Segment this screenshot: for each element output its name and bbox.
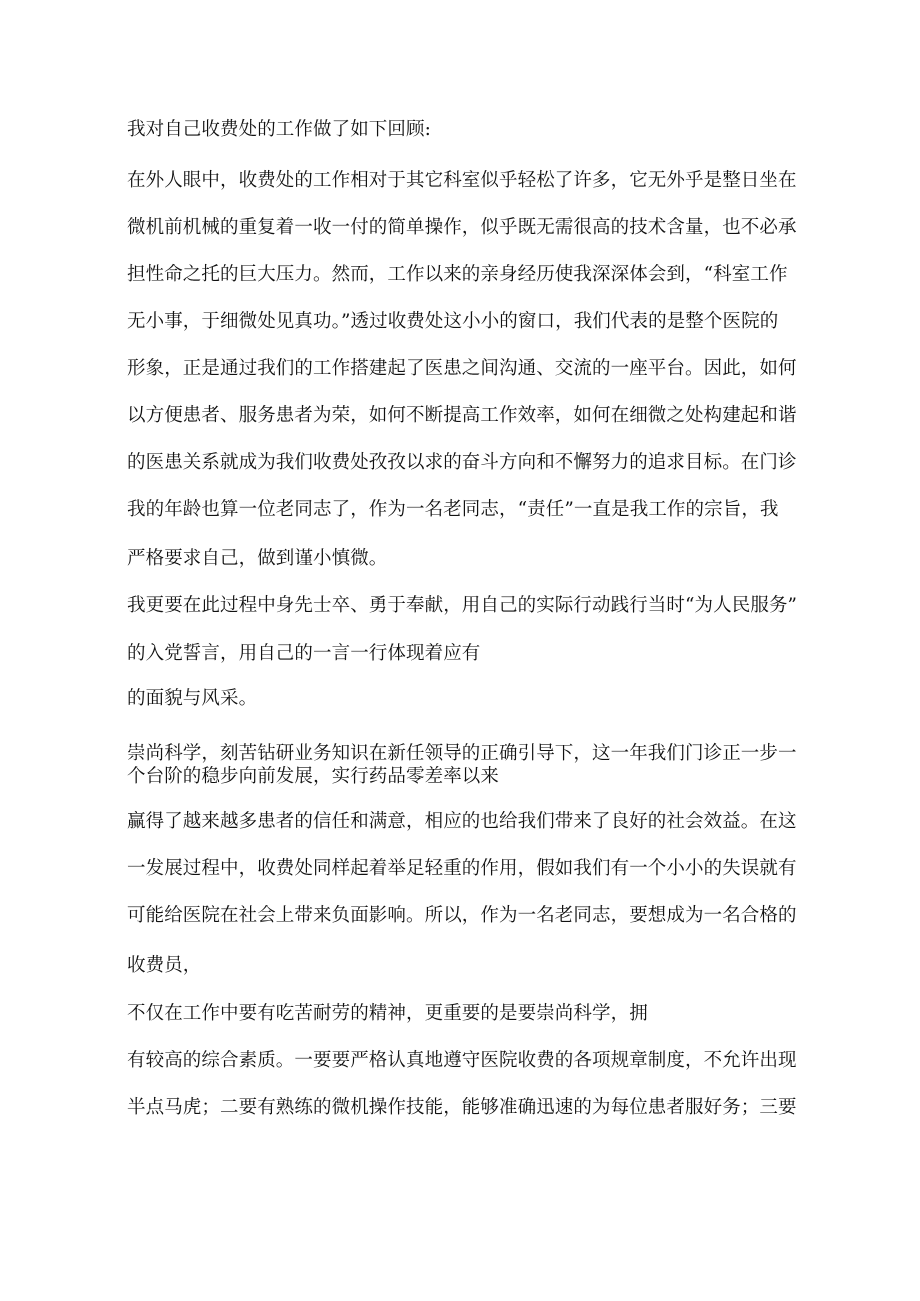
text-line: 一发展过程中，收费处同样起着举足轻重的作用，假如我们有一个小小的失误就有 xyxy=(127,858,797,879)
text-line: 赢得了越来越多患者的信任和满意，相应的也给我们带来了良好的社会效益。在这 xyxy=(127,811,797,832)
text-line: 不仅在工作中要有吃苦耐劳的精神，更重要的是要崇尚科学，拥 xyxy=(127,1003,648,1024)
text-line: 我对自己收费处的工作做了如下回顾: xyxy=(127,119,431,140)
text-line: 无小事，于细微处见真功。”透过收费处这小小的窗口，我们代表的是整个医院的 xyxy=(127,311,779,332)
text-line: 在外人眼中，收费处的工作相对于其它科室似乎轻松了许多，它无外乎是整日坐在 xyxy=(127,170,797,191)
text-line: 以方便患者、服务患者为荣，如何不断提高工作效率，如何在细微之处构建起和谐 xyxy=(127,405,797,426)
text-line: 形象，正是通过我们的工作搭建起了医患之间沟通、交流的一座平台。因此，如何 xyxy=(127,358,797,379)
text-line: 崇尚科学，刻苦钻研业务知识在新任领导的正确引导下，这一年我们门诊正一步一 xyxy=(127,743,797,764)
text-line: 我更要在此过程中身先士卒、勇于奉献，用自己的实际行动践行当时“为人民服务” xyxy=(127,595,798,616)
text-line: 个台阶的稳步向前发展，实行药品零差率以来 xyxy=(127,766,500,787)
text-line: 微机前机械的重复着一收一付的简单操作，似乎既无需很高的技术含量，也不必承 xyxy=(127,217,797,238)
text-line: 有较高的综合素质。一要要严格认真地遵守医院收费的各项规章制度，不允许出现 xyxy=(127,1050,797,1071)
text-line: 担性命之托的巨大压力。然而，工作以来的亲身经历使我深深体会到，“科室工作 xyxy=(127,264,788,285)
text-line: 的入党誓言，用自己的一言一行体现着应有 xyxy=(127,643,481,664)
text-line: 的面貌与风采。 xyxy=(127,688,258,709)
text-line: 可能给医院在社会上带来负面影响。所以，作为一名老同志，要想成为一名合格的 xyxy=(127,905,797,926)
text-line: 半点马虎；二要有熟练的微机操作技能，能够准确迅速的为每位患者服好务；三要 xyxy=(127,1097,797,1118)
text-line: 收费员， xyxy=(127,955,202,976)
text-line: 的医患关系就成为我们收费处孜孜以求的奋斗方向和不懈努力的追求目标。在门诊 xyxy=(127,452,797,473)
text-line: 严格要求自己，做到谨小慎微。 xyxy=(127,548,388,569)
text-line: 我的年龄也算一位老同志了，作为一名老同志，“责任”一直是我工作的宗旨，我 xyxy=(127,499,779,520)
